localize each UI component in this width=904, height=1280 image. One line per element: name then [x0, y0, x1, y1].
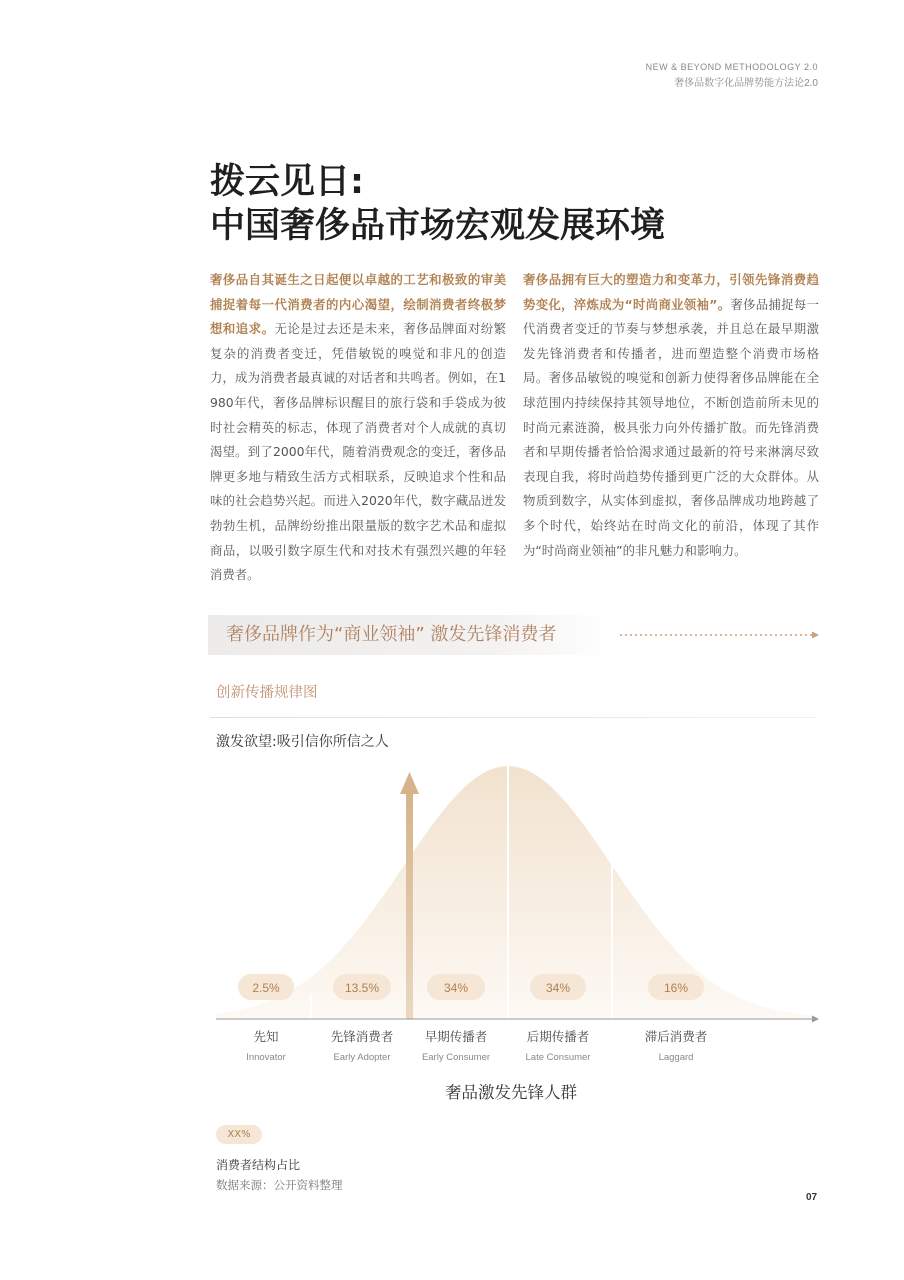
title-line-2: 中国奢侈品市场宏观发展环境	[210, 206, 666, 246]
right-body: 奢侈品捕捉每一代消费者变迁的节奏与梦想承袭，并且总在最早期激发先锋消费者和传播者，进而塑造整个消费市场格局。奢侈品敏锐的嗅觉和创新力使得奢侈品牌能在全球范围内持续保持其领导地位，不断创造前所未见的时尚元素涟漪，极具张力向外传播扩散。而先锋消费者和早期传播者恰恰渴求通过最新的符号来淋漓尽致表现自我，将时尚趋势传播到更广泛的大众群体。从物质到数字，从实体到虚拟，奢侈品牌成功地跨越了多个时代，始终站在时尚文化的前沿，体现了其作为“时尚商业领袖”的非凡魅力和影响力。	[523, 296, 819, 558]
legend-pill: XX%	[216, 1125, 262, 1144]
legend-label: 消费者结构占比	[216, 1158, 301, 1172]
chart-subhead: 创新传播规律图	[216, 685, 318, 701]
category-label-cn-1: 先知	[253, 1029, 279, 1044]
category-label-cn-3: 早期传播者	[424, 1029, 488, 1044]
category-label-cn-4: 后期传播者	[526, 1029, 590, 1044]
chart-title: 激发欲望:吸引信你所信之人	[216, 734, 389, 750]
segment-value-label-2: 13.5%	[344, 981, 380, 995]
segment-value-label-3: 34%	[443, 981, 469, 995]
left-emphasis: 奢侈品自其诞生之日起便以卓越的工艺和极致的审美捕捉着每一代消费者的内心渴望，绘制消费者终极梦想和追求。	[210, 272, 506, 337]
bell-curve-area	[216, 766, 812, 1019]
category-label-en-4: Late Consumer	[525, 1052, 591, 1063]
header-chinese: 奢侈品数字化品牌势能方法论2.0	[674, 78, 818, 89]
page-number: 07	[806, 1192, 818, 1203]
category-label-cn-2: 先锋消费者	[330, 1029, 394, 1044]
trend-arrow-shaft	[406, 792, 413, 1019]
x-axis-title: 奢品激发先锋人群	[445, 1083, 577, 1102]
right-emphasis: 奢侈品拥有巨大的塑造力和变革力，引领先锋消费趋势变化，淬炼成为“时尚商业领袖”。	[523, 272, 819, 312]
category-label-en-1: Innovator	[246, 1052, 286, 1063]
category-label-en-3: Early Consumer	[421, 1052, 491, 1063]
x-axis-arrow-icon	[812, 1016, 819, 1023]
category-label-cn-5: 滞后消费者	[644, 1029, 708, 1044]
segment-value-label-5: 16%	[663, 981, 689, 995]
trend-arrow-head-icon	[400, 772, 419, 794]
category-label-en-2: Early Adopter	[333, 1052, 391, 1063]
category-label-en-5: Laggard	[658, 1052, 694, 1063]
data-source: 数据来源：公开资料整理	[216, 1178, 343, 1192]
title-line-1: 拨云见日:	[210, 162, 364, 202]
segment-value-label-1: 2.5%	[252, 981, 280, 995]
segment-value-label-4: 34%	[545, 981, 571, 995]
left-body: 无论是过去还是未来，奢侈品牌面对纷繁复杂的消费者变迁，凭借敏锐的嗅觉和非凡的创造力，成为消费者最真诚的对话者和共鸣者。例如，在1980年代，奢侈品牌标识醒目的旅行袋和手袋成为彼时社会精英的标志，体现了消费者对个人成就的真切渴望。到了2000年代，随着消费观念的变迁，奢侈品牌更多地与精致生活方式相联系，反映追求个性和品味的社会趋势兴起。而进入2020年代，数字藏品迸发勃勃生机，品牌纷纷推出限量版的数字艺术品和虚拟商品，以吸引数字原生代和对技术有强烈兴趣的年轻消费者。	[210, 321, 507, 583]
section-banner: 奢侈品牌作为“商业领袖” 激发先锋消费者	[208, 615, 613, 655]
header-english: NEW & BEYOND METHODOLOGY 2.0	[645, 62, 818, 72]
